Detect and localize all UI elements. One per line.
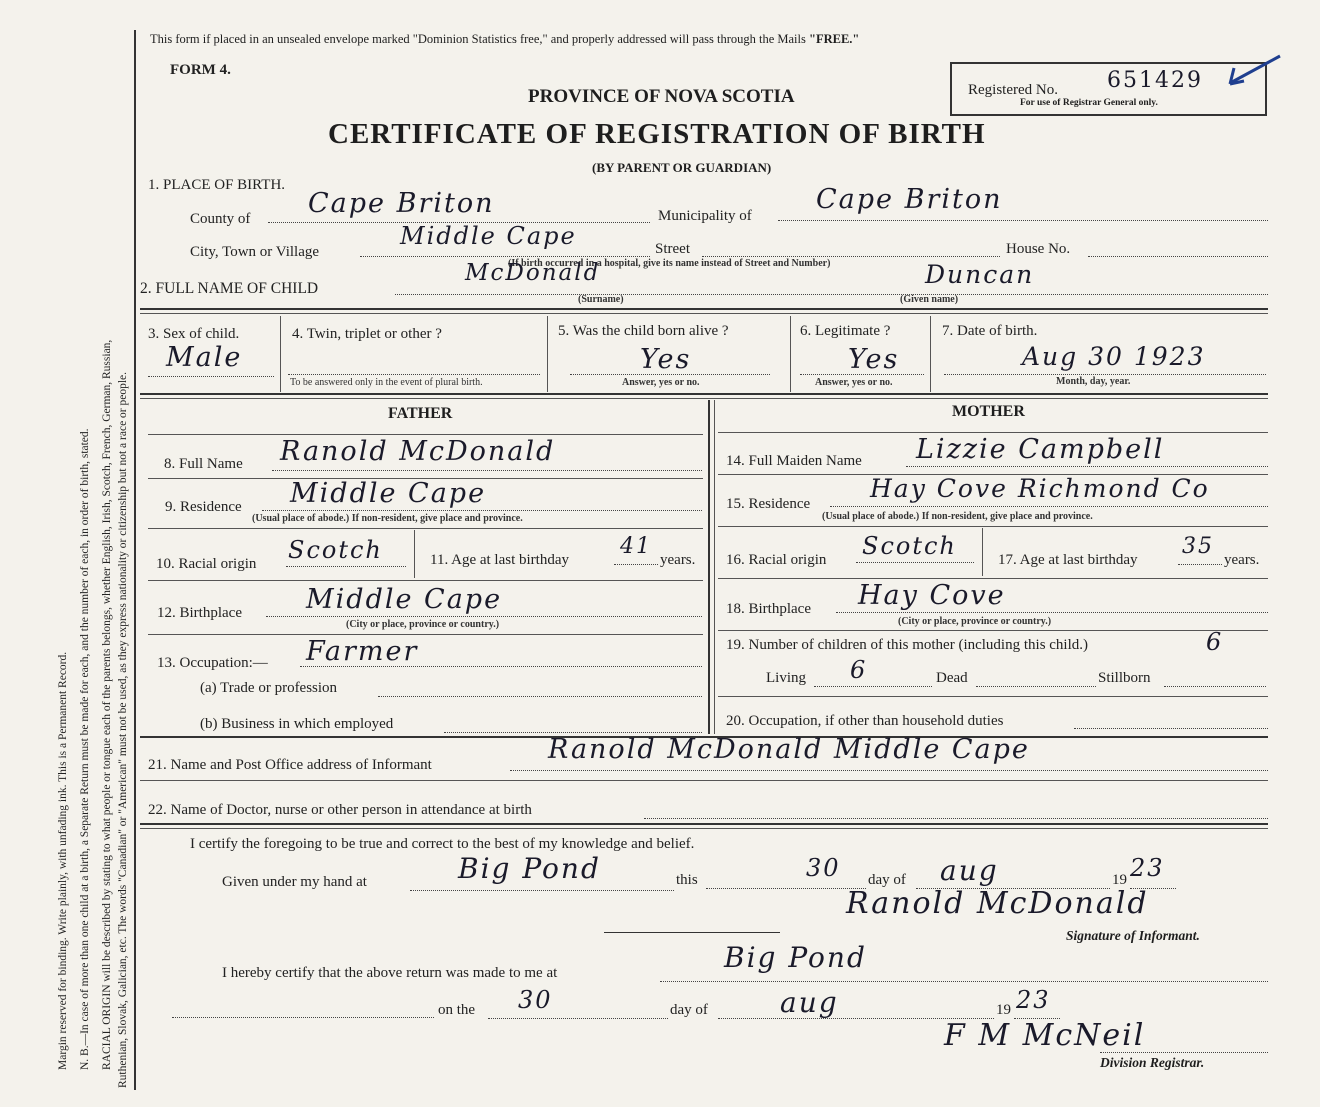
given-place-field[interactable] [410, 852, 674, 891]
mother-residence-label: 15. Residence [726, 496, 811, 512]
father-occupation-label: 13. Occupation:— [157, 655, 268, 671]
this-label: this [676, 872, 698, 888]
street-field[interactable] [702, 240, 1000, 257]
father-race-field[interactable] [286, 536, 406, 567]
business-label: (b) Business in which employed [200, 716, 394, 732]
informant-field[interactable] [510, 734, 1268, 771]
row-rule [718, 696, 1268, 697]
parents-divider [708, 400, 710, 734]
dob-field[interactable] [944, 342, 1266, 375]
twin-label: 4. Twin, triplet or other ? [292, 326, 442, 342]
twin-field[interactable] [288, 358, 540, 375]
sex-value: Male [166, 342, 243, 373]
row-rule [148, 580, 703, 581]
business-field[interactable] [444, 716, 702, 733]
mother-name-label: 14. Full Maiden Name [726, 453, 862, 469]
city-value: Middle Cape [400, 222, 577, 250]
father-age-label: 11. Age at last birthday [430, 552, 569, 568]
cell-divider [414, 530, 415, 578]
racial-origin-note-2: Ruthenian, Slovak, Galician, etc. The words "Canadian" or "American" must not be used, as they express nationality or citizenship but not a race or people. [117, 371, 129, 1088]
section-divider [140, 393, 1268, 395]
legitimate-field[interactable] [800, 344, 924, 375]
mother-residence-value: Hay Cove Richmond Co [870, 474, 1210, 503]
page-subtitle: (BY PARENT OR GUARDIAN) [592, 160, 772, 175]
dob-caption: Month, day, year. [1056, 376, 1131, 387]
father-birthplace-field[interactable] [266, 584, 702, 617]
mother-race-field[interactable] [856, 532, 974, 563]
child-name-label: 2. FULL NAME OF CHILD [140, 280, 319, 297]
registrar-statement: I hereby certify that the above return was made to me at [222, 965, 558, 981]
mother-birthplace-value: Hay Cove [858, 580, 1006, 611]
father-occupation-field[interactable] [300, 636, 702, 667]
children-count-value: 6 [1206, 628, 1224, 656]
mother-occupation-field[interactable] [1074, 712, 1268, 729]
alive-field[interactable] [570, 344, 770, 375]
father-name-label: 8. Full Name [164, 456, 243, 472]
house-label: House No. [1006, 241, 1071, 257]
stillborn-field[interactable] [1164, 670, 1266, 687]
mother-birthplace-field[interactable] [836, 580, 1268, 613]
registrar-year-field[interactable] [1014, 986, 1060, 1019]
signature-line [604, 932, 780, 933]
row-rule [148, 528, 703, 529]
margin-rule [134, 30, 136, 1090]
city-label: City, Town or Village [190, 244, 320, 260]
mother-years-label: years. [1224, 552, 1260, 568]
mail-notice-text: This form if placed in an unsealed envelope marked "Dominion Statistics free," and properly addressed will pass through the Mails [150, 32, 806, 46]
form-number: FORM 4. [170, 62, 231, 78]
registrar-lead-field [172, 1003, 434, 1018]
father-race-label: 10. Racial origin [156, 556, 257, 572]
living-field[interactable] [814, 656, 932, 687]
informant-signature-caption: Signature of Informant. [1066, 928, 1200, 943]
row-rule [148, 634, 703, 635]
on-the-label: on the [438, 1002, 476, 1018]
legitimate-caption: Answer, yes or no. [815, 377, 893, 388]
county-field[interactable] [268, 188, 650, 223]
mother-race-value: Scotch [862, 532, 957, 560]
registrar-note: For use of Registrar General only. [1020, 98, 1158, 108]
father-age-field[interactable] [614, 534, 658, 565]
row-divider [930, 316, 931, 392]
father-residence-label: 9. Residence [165, 499, 242, 515]
alive-caption: Answer, yes or no. [622, 377, 700, 388]
heading-rule [718, 432, 1268, 433]
registrar-month-field[interactable] [718, 986, 994, 1019]
dayof-label: day of [868, 872, 906, 888]
mother-age-label: 17. Age at last birthday [998, 552, 1138, 568]
sex-label: 3. Sex of child. [148, 326, 240, 342]
mother-age-field[interactable] [1178, 534, 1222, 565]
multiple-birth-note: N. B.—In case of more than one child at a birth, a Separate Return must be made for each, and the number of each, in order of birth, stated. [79, 428, 91, 1070]
legitimate-label: 6. Legitimate ? [800, 323, 891, 339]
dob-value: Aug 30 1923 [1022, 342, 1206, 371]
given-under-label: Given under my hand at [222, 874, 367, 890]
row-rule [140, 780, 1268, 781]
house-field[interactable] [1088, 240, 1268, 257]
father-occupation-value: Farmer [306, 636, 419, 667]
mail-notice [150, 32, 859, 47]
registrar-dayof-label: day of [670, 1002, 708, 1018]
section-divider-2 [140, 828, 1268, 829]
section-divider [140, 823, 1268, 825]
father-birthplace-value: Middle Cape [306, 584, 503, 615]
street-label: Street [655, 241, 690, 257]
dead-label: Dead [936, 670, 968, 686]
father-residence-value: Middle Cape [290, 478, 487, 509]
given-month-value: aug [940, 854, 999, 887]
sex-field[interactable] [148, 342, 274, 377]
registrar-signature: F M McNeil [944, 1018, 1146, 1053]
father-heading: FATHER [388, 405, 453, 422]
legitimate-value: Yes [848, 344, 900, 375]
trade-field[interactable] [378, 680, 702, 697]
registrar-month-value: aug [780, 986, 839, 1019]
doctor-label: 22. Name of Doctor, nurse or other person in attendance at birth [148, 802, 532, 818]
living-value: 6 [850, 656, 868, 684]
mother-occupation-label: 20. Occupation, if other than household duties [726, 713, 1004, 729]
living-label: Living [766, 670, 806, 686]
informant-signature: Ranold McDonald [846, 886, 1149, 921]
heading-rule [148, 434, 703, 435]
certify-statement: I certify the foregoing to be true and correct to the best of my knowledge and belief. [190, 836, 695, 852]
page-title: CERTIFICATE OF REGISTRATION OF BIRTH [328, 118, 986, 150]
row-rule [718, 578, 1268, 579]
father-years-label: years. [660, 552, 696, 568]
city-field[interactable] [360, 222, 650, 257]
father-race-value: Scotch [288, 536, 383, 564]
trade-label: (a) Trade or profession [200, 680, 338, 696]
registered-number: 651429 [1107, 68, 1203, 93]
mail-free-text: "FREE." [809, 32, 860, 46]
father-birthplace-label: 12. Birthplace [157, 605, 242, 621]
municipality-label: Municipality of [658, 208, 752, 224]
check-mark-icon [1222, 50, 1292, 90]
registrar-place-value: Big Pond [724, 941, 867, 974]
registrar-day-field[interactable] [488, 986, 668, 1019]
year-prefix: 19 [1112, 872, 1127, 888]
registrar-year-prefix: 19 [996, 1002, 1011, 1018]
mother-heading: MOTHER [952, 403, 1025, 420]
place-of-birth-label: 1. PLACE OF BIRTH. [148, 177, 286, 193]
row-divider [790, 316, 791, 392]
registered-box [950, 62, 1267, 116]
cell-divider [982, 528, 983, 576]
father-birthplace-caption: (City or place, province or country.) [346, 619, 500, 630]
row-divider [280, 316, 281, 392]
mother-name-value: Lizzie Campbell [916, 434, 1165, 465]
registrar-day-value: 30 [518, 986, 553, 1014]
province-heading: PROVINCE OF NOVA SCOTIA [528, 86, 795, 107]
given-day-value: 30 [806, 854, 841, 882]
mother-race-label: 16. Racial origin [726, 552, 827, 568]
section-divider-2 [140, 313, 1268, 314]
hospital-note: (If birth occurred in a hospital, give its name instead of Street and Number) [508, 258, 831, 269]
stillborn-label: Stillborn [1098, 670, 1151, 686]
section-divider-2 [140, 398, 1268, 399]
dob-label: 7. Date of birth. [942, 323, 1038, 339]
municipality-field[interactable] [778, 184, 1268, 221]
mother-name-field[interactable] [906, 434, 1268, 467]
county-value: Cape Briton [308, 188, 495, 219]
parents-divider-2 [714, 400, 715, 734]
given-day-field[interactable] [706, 854, 866, 889]
doctor-field[interactable] [644, 802, 1268, 819]
given-caption: (Given name) [900, 294, 959, 305]
twin-note: To be answered only in the event of plural birth. [290, 377, 483, 388]
mother-birthplace-caption: (City or place, province or country.) [898, 616, 1052, 627]
binding-note: Margin reserved for binding. Write plainly, with unfading ink. This is a Permanent Record. [57, 651, 69, 1070]
mother-residence-field[interactable] [830, 474, 1268, 507]
child-surname: McDonald [465, 260, 601, 286]
child-given-name: Duncan [925, 260, 1035, 289]
registrar-caption: Division Registrar. [1100, 1055, 1205, 1070]
racial-origin-note-1: RACIAL ORIGIN will be described by stating to what people or tongue each of the parents belongs, whether English, Irish, Scotch, French, German, Russian, [101, 339, 113, 1070]
father-name-field[interactable] [272, 436, 702, 471]
municipality-value: Cape Briton [816, 184, 1003, 215]
registrar-signature-line [1100, 1040, 1268, 1053]
given-place-value: Big Pond [458, 852, 601, 885]
registrar-year-value: 23 [1016, 986, 1051, 1014]
alive-value: Yes [640, 344, 692, 375]
father-residence-caption: (Usual place of abode.) If non-resident, give place and province. [252, 513, 523, 524]
informant-value: Ranold McDonald Middle Cape [548, 734, 1030, 765]
row-divider [547, 316, 548, 392]
surname-caption: (Surname) [578, 294, 624, 305]
section-divider [140, 308, 1268, 310]
father-age-value: 41 [620, 534, 652, 559]
children-count-label: 19. Number of children of this mother (including this child.) [726, 637, 1089, 653]
dead-field[interactable] [976, 670, 1096, 687]
father-residence-field[interactable] [262, 478, 702, 511]
mother-age-value: 35 [1182, 534, 1214, 559]
father-name-value: Ranold McDonald [280, 436, 556, 467]
informant-label: 21. Name and Post Office address of Informant [148, 757, 432, 773]
row-rule [718, 526, 1268, 527]
mother-residence-caption: (Usual place of abode.) If non-resident, give place and province. [822, 511, 1093, 522]
registered-label: Registered No. [968, 82, 1058, 98]
given-year-value: 23 [1130, 854, 1165, 882]
county-label: County of [190, 211, 251, 227]
alive-label: 5. Was the child born alive ? [558, 323, 729, 339]
row-rule [718, 630, 1268, 631]
mother-birthplace-label: 18. Birthplace [726, 601, 811, 617]
registrar-place-field[interactable] [660, 941, 1268, 982]
